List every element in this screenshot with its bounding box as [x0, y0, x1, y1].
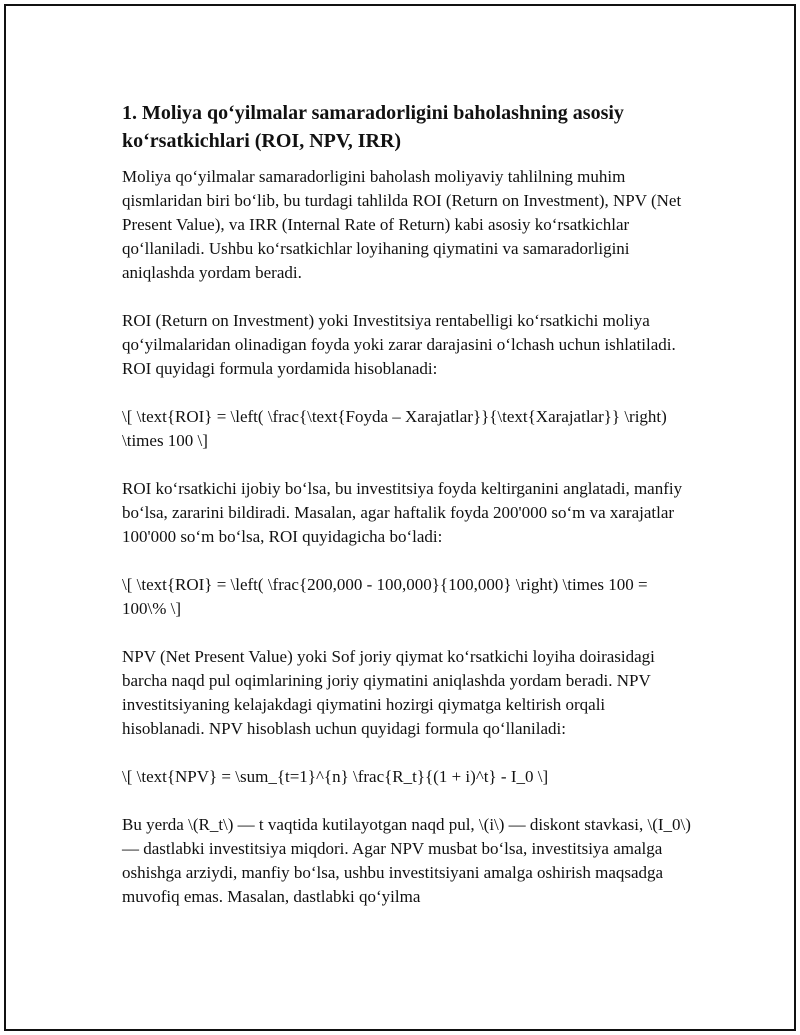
- roi-formula: \[ \text{ROI} = \left( \frac{\text{Foyda – Xarajatlar}}{\text{Xarajatlar}} \right) \times 100 \]: [122, 407, 667, 450]
- roi-definition-paragraph: ROI (Return on Investment) yoki Investitsiya rentabelligi ko‘rsatkichi moliya qo‘yilmalaridan olinadigan foyda yoki zarar darajasini o‘lchash uchun ishlatiladi. ROI quyidagi formula yordamida hisoblanadi:: [122, 311, 676, 378]
- npv-formula: \[ \text{NPV} = \sum_{t=1}^{n} \frac{R_t}{(1 + i)^t} - I_0 \]: [122, 767, 549, 786]
- roi-example-formula: \[ \text{ROI} = \left( \frac{200,000 - 100,000}{100,000} \right) \times 100 = 100\% \]: [122, 575, 648, 618]
- section-heading: 1. Moliya qo‘yilmalar samaradorligini baholashning asosiy ko‘rsatkichlari (ROI, NPV, IRR): [122, 102, 624, 152]
- npv-definition-paragraph: NPV (Net Present Value) yoki Sof joriy qiymat ko‘rsatkichi loyiha doirasidagi barcha naqd pul oqimlarining joriy qiymatini aniqlashda yordam beradi. NPV investitsiyaning kelajakdagi qiymatini hozirgi qiymatga keltirish orqali hisoblanadi. NPV hisoblash uchun quyidagi formula qo‘llaniladi:: [122, 647, 655, 738]
- roi-example-paragraph: ROI ko‘rsatkichi ijobiy bo‘lsa, bu investitsiya foyda keltirganini anglatadi, manfiy bo‘lsa, zararini bildiradi. Masalan, agar haftalik foyda 200'000 so‘m va xarajatlar 100'000 so‘m bo‘lsa, ROI quyidagicha bo‘ladi:: [122, 479, 683, 546]
- intro-paragraph: Moliya qo‘yilmalar samaradorligini baholash moliyaviy tahlilning muhim qismlaridan biri bo‘lib, bu turdagi tahlilda ROI (Return on Investment), NPV (Net Present Value), va IRR (Internal Rate of Return) kabi asosiy ko‘rsatkichlar qo‘llaniladi. Ushbu ko‘rsatkichlar loyihaning qiymatini va samaradorligini aniqlashda yordam beradi.: [122, 167, 682, 282]
- page-frame: [4, 4, 796, 1031]
- npv-explanation-paragraph: Bu yerda \(R_t\) — t vaqtida kutilayotgan naqd pul, \(i\) — diskont stavkasi, \(I_0\) — dastlabki investitsiya miqdori. Agar NPV musbat bo‘lsa, investitsiya amalga oshishga arziydi, manfiy bo‘lsa, ushbu investitsiyani amalga oshirish maqsadga muvofiq emas. Masalan, dastlabki qo‘yilma: [122, 815, 691, 906]
- document-body: [122, 99, 692, 933]
